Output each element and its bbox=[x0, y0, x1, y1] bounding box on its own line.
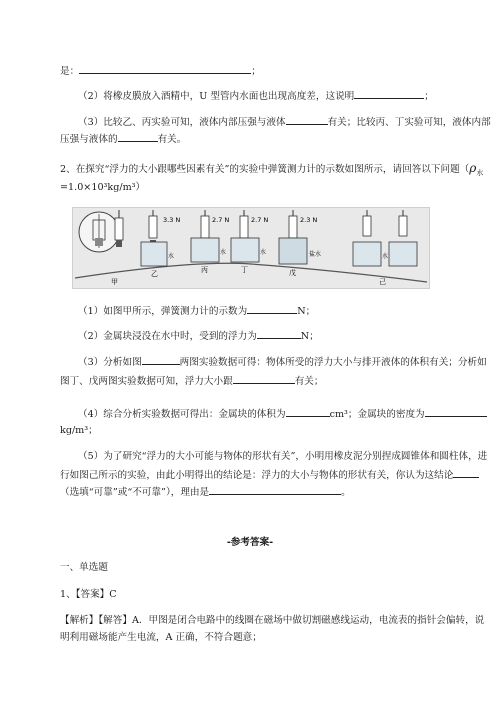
reading-wu: 2.3 N bbox=[300, 216, 318, 224]
q2-sub-4-text-2: cm³；金属块的密度为 bbox=[329, 409, 425, 420]
q2-stem-2-text: =1.0×10³kg/m³） bbox=[60, 182, 146, 193]
spring-scale-jia bbox=[115, 210, 123, 247]
answers-section-text: 一、单选题 bbox=[60, 562, 108, 573]
answer-blank[interactable] bbox=[453, 467, 479, 478]
liquid-label-bing: 水 bbox=[220, 249, 227, 256]
q1-line-1-text: 是： bbox=[60, 66, 80, 77]
analysis-line-2-text: 明利用磁场能产生电流，A 正确，不符合题意； bbox=[60, 632, 262, 643]
q1-line-3-text: （3）比较乙、丙实验可知，液体内部压强与液体 bbox=[78, 117, 286, 128]
inset-diagram bbox=[79, 212, 119, 252]
q2-stem-2 bbox=[60, 181, 145, 194]
rho-subscript: 水 bbox=[476, 168, 484, 177]
q1-line-2-text: （2）将橡皮膜放入酒精中，U 型管内水面也出现高度差，这说明 bbox=[78, 91, 355, 102]
liquid-label-ding: 水 bbox=[260, 249, 267, 256]
answer-blank[interactable] bbox=[142, 354, 180, 365]
q2-sub-5-text: （5）为了研究“浮力的大小可能与物体的形状有关”，小明用橡皮泥分别捏成圆锥体和圆柱体，进 bbox=[78, 451, 488, 462]
q2-sub-3 bbox=[78, 354, 487, 369]
q2-sub-1-text: （1）如图甲所示，弹簧测力计的示数为 bbox=[78, 306, 248, 317]
reading-ding: 2.7 N bbox=[251, 216, 269, 224]
liquid-label-ji: 水 bbox=[382, 253, 389, 260]
answer-blank[interactable] bbox=[286, 406, 330, 417]
q1-line-4-end: 有关。 bbox=[157, 134, 187, 145]
reading-bing: 2.7 N bbox=[212, 216, 230, 224]
answer-blank[interactable] bbox=[354, 88, 424, 99]
analysis-line-1-text: 【解析】【解答】A．甲图是闭合电路中的线圈在磁场中做切割磁感线运动，电流表的指针会偏转，说 bbox=[60, 615, 485, 626]
reading-yi: 3.3 N bbox=[163, 216, 181, 224]
q1-line-2 bbox=[78, 88, 434, 103]
answer-blank[interactable] bbox=[257, 328, 301, 339]
analysis-line-2 bbox=[60, 631, 262, 644]
q2-sub-5-text-3: （选填“可靠”或“不可靠”），理由是 bbox=[60, 487, 210, 498]
q2-sub-3-text-2: 两图实验数据可得：物体所受的浮力大小与排开液体的体积有关；分析如 bbox=[179, 357, 487, 368]
panel-label-ding: 丁 bbox=[241, 266, 248, 274]
q2-sub-5-end: 。 bbox=[341, 487, 351, 498]
experiment-figure-svg bbox=[73, 208, 429, 288]
answer-blank[interactable] bbox=[286, 114, 328, 125]
experiment-figure bbox=[72, 207, 430, 289]
analysis-line-1 bbox=[60, 614, 484, 627]
liquid-label-wu: 盐水 bbox=[309, 251, 322, 258]
q1-line-3-text-2: 有关；比较丙、丁实验可知，液体内部 bbox=[327, 117, 491, 128]
q2-sub-1 bbox=[78, 303, 315, 318]
q2-sub-3-cont bbox=[60, 373, 323, 388]
liquid-label-yi: 水 bbox=[168, 253, 175, 260]
q2-sub-4-unit: kg/m³； bbox=[60, 425, 98, 436]
q1-line-1 bbox=[60, 63, 261, 78]
panel-label-jia: 甲 bbox=[111, 278, 118, 286]
q2-sub-5-cont-2 bbox=[60, 484, 351, 499]
q2-sub-3-cont-text: 图丁、戊两图实验数据可知，浮力大小跟 bbox=[60, 376, 233, 387]
q2-sub-2-text: （2）金属块浸没在水中时，受到的浮力为 bbox=[78, 331, 257, 342]
q2-sub-5-cont-1 bbox=[60, 467, 479, 482]
answer-blank[interactable] bbox=[209, 484, 341, 495]
q1-line-3 bbox=[78, 114, 491, 129]
q2-stem bbox=[60, 162, 483, 180]
q1-line-4 bbox=[60, 131, 186, 146]
answer-blank[interactable] bbox=[79, 63, 251, 74]
q1-line-2-end: ； bbox=[424, 91, 434, 102]
panel-label-wu: 戊 bbox=[289, 269, 296, 277]
answer-blank[interactable] bbox=[247, 303, 297, 314]
answer-item-1 bbox=[60, 588, 117, 601]
answer-blank[interactable] bbox=[425, 406, 487, 417]
q2-sub-4-text: （4）综合分析实验数据可得出：金属块的体积为 bbox=[78, 409, 286, 420]
q2-sub-4 bbox=[78, 406, 487, 421]
q2-stem-text: 2、在探究“浮力的大小跟哪些因素有关”的实验中弹簧测力计的示数如图所示，请回答以下问题（ bbox=[60, 164, 470, 175]
answers-heading bbox=[0, 536, 500, 549]
q1-line-1-end: ； bbox=[251, 66, 261, 77]
q2-sub-2-unit: N； bbox=[300, 331, 319, 342]
panel-label-bing: 丙 bbox=[201, 266, 208, 274]
panel-label-yi: 乙 bbox=[151, 270, 158, 278]
q1-line-4-text: 压强与液体的 bbox=[60, 134, 118, 145]
q2-sub-3-text: （3）分析如图 bbox=[78, 357, 142, 368]
answers-section bbox=[60, 561, 108, 574]
q2-sub-4-cont bbox=[60, 424, 98, 437]
answer-blank[interactable] bbox=[233, 373, 295, 384]
q2-sub-3-cont-end: 有关； bbox=[294, 376, 324, 387]
q2-sub-5-text-2: 行如图己所示的实验，由此小明得出的结论是：浮力的大小与物体的形状有关，你认为这结论 bbox=[60, 470, 454, 481]
q2-sub-1-unit: N； bbox=[297, 306, 316, 317]
answers-heading-text: -参考答案- bbox=[226, 537, 274, 548]
panel-label-ji: 己 bbox=[379, 278, 386, 286]
answer-blank[interactable] bbox=[118, 131, 158, 142]
q2-sub-5 bbox=[78, 450, 487, 463]
answer-item-1-text: 1、【答案】C bbox=[60, 589, 117, 600]
q2-sub-2 bbox=[78, 328, 319, 343]
rho-symbol: ρ bbox=[469, 161, 477, 175]
